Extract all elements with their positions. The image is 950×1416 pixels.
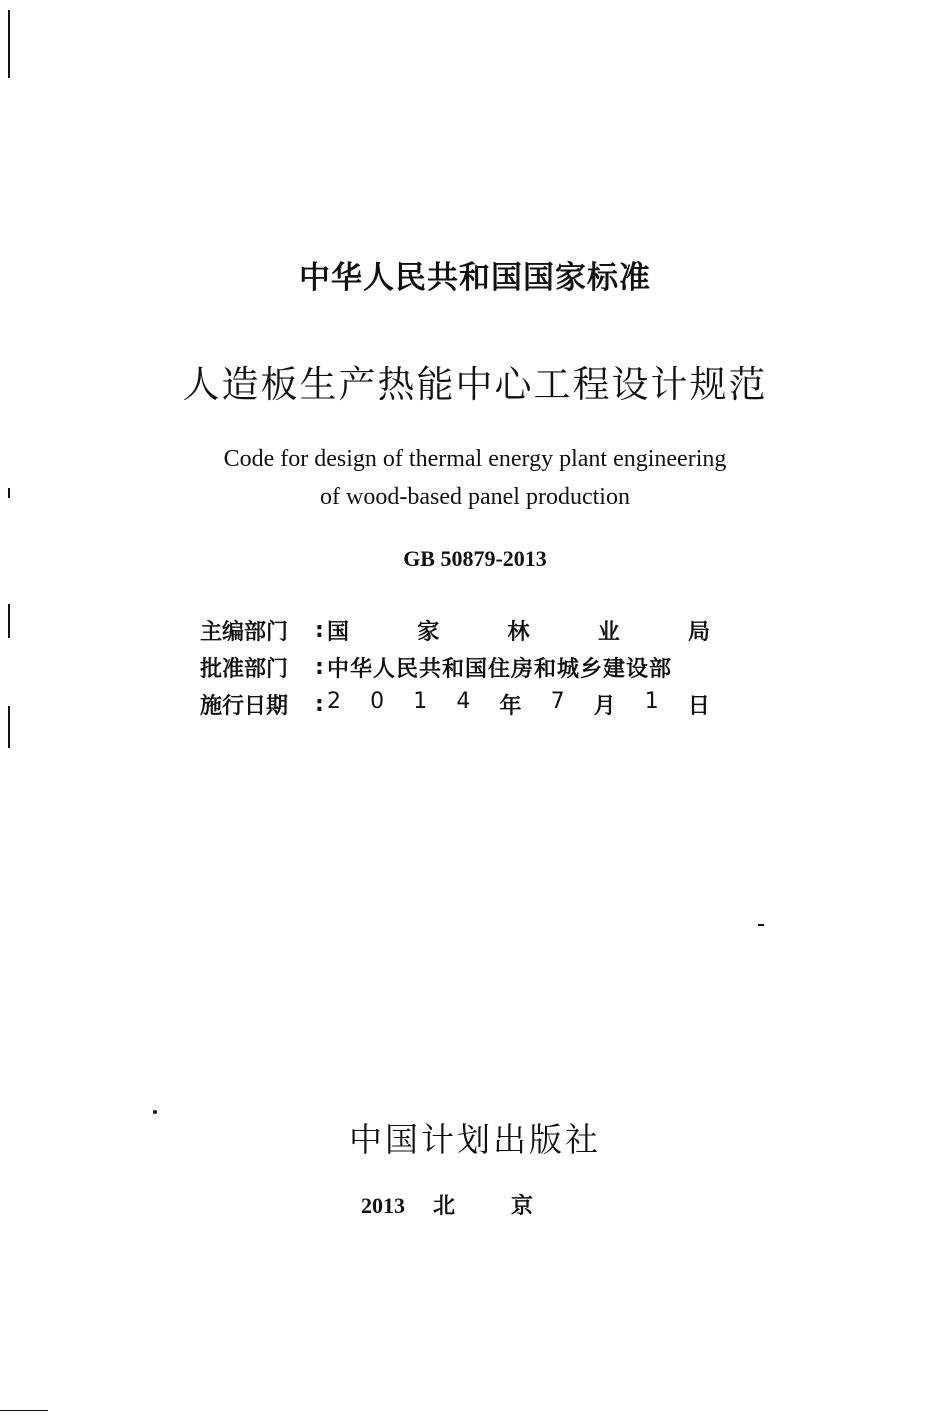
approver-value: 中华人民共和国住房和城乡建设部: [327, 657, 673, 682]
editor-char: 林: [507, 620, 530, 645]
editor-char: 局: [687, 620, 710, 645]
editor-value: [327, 615, 720, 646]
editor-char: 家: [417, 620, 440, 645]
date-char: 年: [499, 694, 522, 719]
title-english-line-1: Code for design of thermal energy plant engineering: [223, 446, 727, 472]
publication-city: 北京: [432, 1194, 589, 1219]
publication-year: 2013: [360, 1193, 405, 1218]
standard-number: GB 50879-2013: [403, 546, 547, 571]
date-char: 日: [687, 694, 710, 719]
editor-char: 业: [597, 620, 620, 645]
title-english: [0, 440, 950, 516]
editor-char: 国: [327, 620, 350, 645]
publication-place: [0, 1189, 950, 1220]
title-chinese: 人造板生产热能中心工程设计规范: [182, 363, 768, 406]
date-char: 1: [644, 689, 659, 714]
approver-colon: :: [315, 655, 324, 680]
scan-line-bottom: [0, 1410, 48, 1411]
approver-label: 批准部门: [200, 657, 289, 682]
approver-row: [200, 649, 720, 686]
effective-date-colon: :: [315, 692, 324, 717]
scan-dot-right: [758, 924, 764, 926]
info-block: [200, 612, 720, 723]
date-char: 1: [413, 689, 428, 714]
editor-row: [200, 612, 720, 649]
editor-label: 主编部门: [200, 620, 289, 645]
scan-mark-top-left: [8, 10, 10, 78]
publisher-name: 中国计划出版社: [349, 1120, 601, 1159]
effective-date-row: [200, 686, 720, 723]
date-char: 4: [456, 689, 471, 714]
editor-colon: :: [315, 618, 324, 643]
date-char: 7: [550, 689, 565, 714]
date-char: 0: [370, 689, 385, 714]
scan-mark-left-mid: [8, 604, 10, 638]
scan-mark-left-lower: [8, 706, 10, 748]
date-char: 2: [327, 689, 341, 714]
effective-date-value: [327, 689, 720, 720]
national-standard-heading: 中华人民共和国国家标准: [299, 260, 651, 296]
effective-date-label: 施行日期: [200, 694, 289, 719]
title-english-line-2: of wood-based panel production: [320, 484, 630, 510]
date-char: 月: [593, 694, 616, 719]
